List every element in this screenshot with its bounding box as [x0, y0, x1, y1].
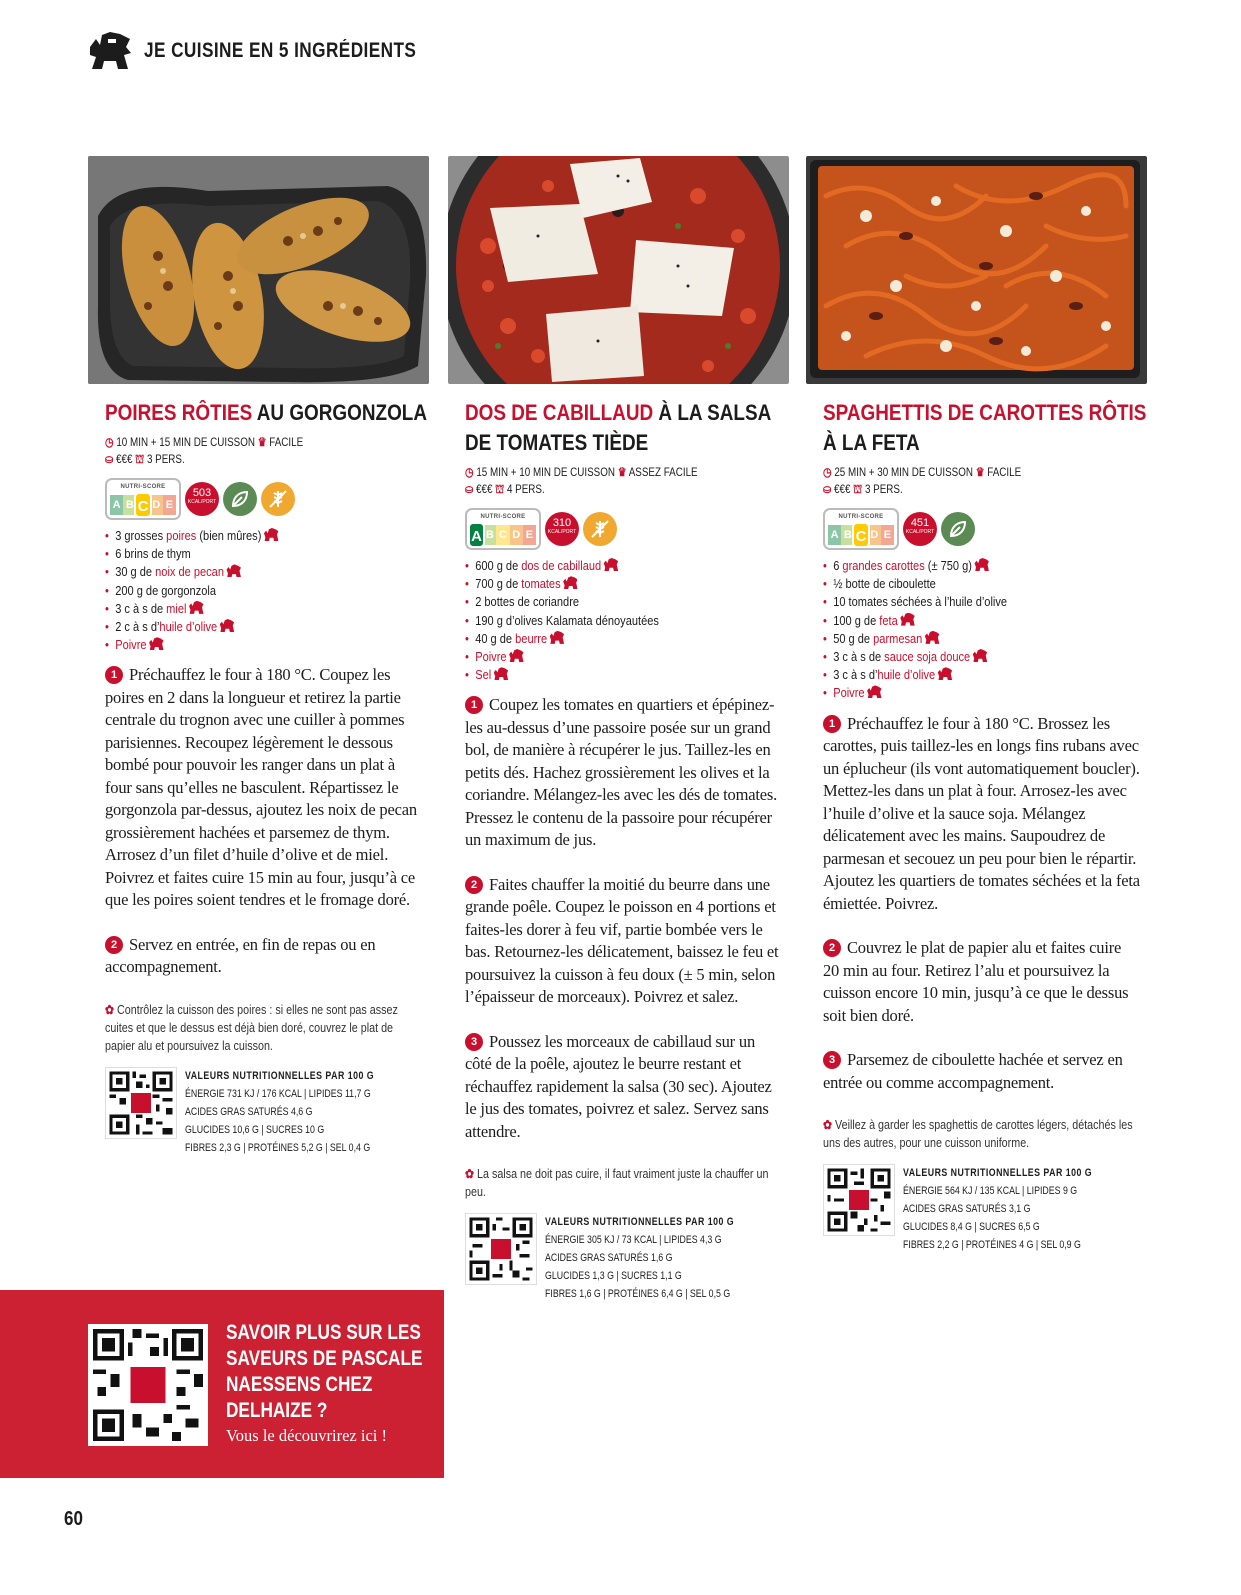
list-item: • 3 c à s de sauce soja douce	[823, 648, 1093, 666]
nutrition-block	[465, 1213, 783, 1303]
list-item: • Poivre	[823, 684, 1093, 702]
delhaize-lion-icon	[220, 619, 234, 632]
list-item: • 2 c à s d’huile d’olive	[105, 618, 375, 636]
clock-icon: ◷	[823, 465, 832, 479]
list-item: • 2 bottes de coriandre	[465, 593, 735, 611]
list-item: • 50 g de parmesan	[823, 630, 1093, 648]
recipe-title: DOS DE CABILLAUD À LA SALSA DE TOMATES TIÈDE	[465, 400, 771, 455]
basket-icon: ⛀	[105, 452, 114, 466]
recipe-badges	[105, 478, 423, 520]
gluten-free-icon	[583, 512, 617, 546]
page-number: 60	[64, 1508, 83, 1530]
person-icon: ⛫	[853, 482, 863, 496]
kcal-badge: 451 KCAL/PORT	[903, 512, 937, 546]
recipe-tip: ✿ La salsa ne doit pas cuire, il faut vraiment juste la chauffer un peu.	[465, 1167, 769, 1200]
nutrition-block	[105, 1067, 423, 1157]
recipe-title: SPAGHETTIS DE CAROTTES RÔTIS À LA FETA	[823, 400, 1147, 455]
recipe-column	[88, 156, 429, 1157]
list-item: • 6 grandes carottes (± 750 g)	[823, 557, 1093, 575]
ingredient-list	[465, 557, 783, 684]
nutrition-values: VALEURS NUTRITIONNELLES PAR 100 G ÉNERGIE 564 KJ / 135 KCAL | LIPIDES 9 G ACIDES GRAS SATURÉS 3,1 G GLUCIDES 8,4 G | SUCRES 6,5 G FIBRES 2,2 G | PROTÉINES 4 G | SEL 0,9 G	[903, 1167, 1093, 1252]
clock-icon: ◷	[105, 435, 114, 449]
promo-banner	[0, 1290, 444, 1478]
recipe-steps	[465, 694, 783, 1143]
delhaize-lion-icon	[973, 649, 987, 662]
list-item: • Poivre	[105, 636, 375, 654]
nutriscore-badge: NUTRI-SCORE A B C D E	[105, 478, 181, 520]
recipe-photo	[88, 156, 429, 384]
qr-code[interactable]	[88, 1324, 208, 1446]
person-icon: ⛫	[135, 452, 145, 466]
tip-icon: ✿	[465, 1167, 475, 1182]
chef-hat-icon: ♛	[975, 465, 985, 479]
delhaize-lion-icon	[900, 613, 914, 626]
recipe-tip: ✿ Contrôlez la cuisson des poires : si elles ne sont pas assez cuites et que le dessus est déjà bien doré, couvrez le plat de papier alu et poursuivez la cuisson.	[105, 1002, 398, 1053]
recipe-title: POIRES RÔTIES AU GORGONZOLA	[105, 400, 428, 425]
recipe-steps	[823, 713, 1141, 1095]
recipe-step: 1 Préchauffez le four à 180 °C. Coupez les poires en 2 dans la longueur et retirez la partie centrale du trognon avec une cuiller à pommes parisiennes. Recoupez légèrement le dessous bombé pour pouvoir les ranger dans un plat à four sans qu’elles ne basculent. Répartissez le gorgonzola par-dessus, ajoutez les noix de pecan grossièrement hachées et parsemez de thym. Arrosez d’un filet d’huile d’olive et de miel. Poivrez et faites cuire 15 min au four, jusqu’à ce que les poires soient tendres et le fromage doré.	[105, 665, 417, 910]
delhaize-lion-icon	[509, 649, 523, 662]
recipe-step: 1 Coupez les tomates en quartiers et épépinez-les au-dessus d’une passoire posée sur un grand bol, de manière à récupérer le jus. Taillez-les en petits dés. Hachez grossièrement les olives et la coriandre. Mélangez-les avec les dés de tomates. Pressez le contenu de la passoire pour récupérer un maximum de jus.	[465, 695, 778, 850]
recipe-step: 2 Servez en entrée, en fin de repas ou en accompagnement.	[105, 934, 376, 977]
kcal-badge: 310 KCAL/PORT	[545, 512, 579, 546]
list-item: • ½ botte de ciboulette	[823, 575, 1093, 593]
recipe-column	[806, 156, 1147, 1254]
delhaize-lion-icon	[227, 564, 241, 577]
nutriscore-badge: NUTRI-SCORE A B C D E	[465, 508, 541, 550]
tip-icon: ✿	[823, 1118, 833, 1133]
qr-code[interactable]	[823, 1164, 895, 1236]
list-item: • 600 g de dos de cabillaud	[465, 557, 735, 575]
delhaize-lion-icon	[550, 631, 564, 644]
recipe-step: 1 Préchauffez le four à 180 °C. Brossez les carottes, puis taillez-les en longs fins rubans avec un éplucheur (ils vont automatiquement boucler). Mettez-les dans un plat à four. Arrosez-les avec l’huile d’olive et la sauce soja. Mélangez délicatement avec les mains. Saupoudrez de parmesan et secouez un peu pour bien le répartir. Ajoutez les quartiers de tomates séchées et la feta émiettée. Poivrez.	[823, 713, 1140, 913]
list-item: • 3 grosses poires (bien mûres)	[105, 527, 375, 545]
list-item: • 30 g de noix de pecan	[105, 563, 375, 581]
recipe-meta: ◷ 10 MIN + 15 MIN DE CUISSON ♛ FACILE ⛀ €€€ ⛫ 3 PERS.	[105, 435, 304, 466]
recipe-photo	[806, 156, 1147, 384]
list-item: • 40 g de beurre	[465, 630, 735, 648]
list-item: • Poivre	[465, 648, 735, 666]
list-item: • 3 c à s de miel	[105, 600, 375, 618]
chef-hat-icon: ♛	[617, 465, 627, 479]
delhaize-lion-icon	[925, 631, 939, 644]
promo-subtitle: Vous le découvrirez ici !	[226, 1426, 387, 1445]
recipe-badges	[465, 508, 783, 550]
list-item: • 100 g de feta	[823, 612, 1093, 630]
recipe-step: 2 Faites chauffer la moitié du beurre dans une grande poêle. Coupez le poisson en 4 portions et faites-les dorer à feu vif, partie bombée vers le bas. Retournez-les délicatement, baissez le feu et poursuivez la cuisson à feu doux (± 5 min, selon l’épaisseur de morceaux). Poivrez et salez.	[465, 874, 779, 1007]
page-header	[88, 30, 476, 72]
list-item: • 200 g de gorgonzola	[105, 582, 375, 600]
recipe-step: 2 Couvrez le plat de papier alu et faites cuire 20 min au four. Retirez l’alu et poursuivez la cuisson encore 10 min, jusqu’à ce que le dessus soit bien doré.	[823, 938, 1129, 1025]
clock-icon: ◷	[465, 465, 474, 479]
basket-icon: ⛀	[465, 482, 474, 496]
recipe-meta: ◷ 25 MIN + 30 MIN DE CUISSON ♛ FACILE ⛀ €€€ ⛫ 3 PERS.	[823, 465, 1022, 496]
delhaize-lion-icon	[88, 31, 132, 71]
delhaize-lion-icon	[563, 576, 577, 589]
recipe-photo	[448, 156, 789, 384]
delhaize-lion-icon	[604, 558, 618, 571]
recipe-meta: ◷ 15 MIN + 10 MIN DE CUISSON ♛ ASSEZ FACILE ⛀ €€€ ⛫ 4 PERS.	[465, 465, 698, 496]
kcal-badge: 503 KCAL/PORT	[185, 482, 219, 516]
basket-icon: ⛀	[823, 482, 832, 496]
list-item: • 700 g de tomates	[465, 575, 735, 593]
list-item: • 3 c à s d’huile d’olive	[823, 666, 1093, 684]
promo-title: SAVOIR PLUS SUR LES SAVEURS DE PASCALE NAESSENS CHEZ DELHAIZE ?	[226, 1321, 423, 1422]
delhaize-lion-icon	[189, 601, 203, 614]
recipe-tip: ✿ Veillez à garder les spaghettis de carottes légers, détachés les uns des autres, pour une cuisson uniforme.	[823, 1118, 1133, 1151]
delhaize-lion-icon	[938, 667, 952, 680]
delhaize-lion-icon	[975, 558, 989, 571]
vegetarian-icon	[223, 482, 257, 516]
vegetarian-icon	[941, 512, 975, 546]
qr-code[interactable]	[105, 1067, 177, 1139]
nutrition-values: VALEURS NUTRITIONNELLES PAR 100 G ÉNERGIE 731 KJ / 176 KCAL | LIPIDES 11,7 G ACIDES GRAS SATURÉS 4,6 G GLUCIDES 10,6 G | SUCRES 10 G FIBRES 2,3 G | PROTÉINES 5,2 G | SEL 0,4 G	[185, 1069, 375, 1154]
recipe-step: 3 Parsemez de ciboulette hachée et servez en entrée ou comme accompagnement.	[823, 1050, 1123, 1092]
nutriscore-badge: NUTRI-SCORE A B C D E	[823, 508, 899, 550]
qr-code[interactable]	[465, 1213, 537, 1285]
person-icon: ⛫	[495, 482, 505, 496]
list-item: • Sel	[465, 666, 735, 684]
list-item: • 190 g d’olives Kalamata dénoyautées	[465, 612, 735, 630]
ingredient-list	[105, 527, 423, 654]
gluten-free-icon	[261, 482, 295, 516]
list-item: • 10 tomates séchées à l’huile d’olive	[823, 593, 1093, 611]
nutrition-values: VALEURS NUTRITIONNELLES PAR 100 G ÉNERGIE 305 KJ / 73 KCAL | LIPIDES 4,3 G ACIDES GRAS SATURÉS 1,6 G GLUCIDES 1,3 G | SUCRES 1,1 G FIBRES 1,6 G | PROTÉINES 6,4 G | SEL 0,5 G	[545, 1216, 735, 1301]
ingredient-list	[823, 557, 1141, 703]
delhaize-lion-icon	[264, 528, 278, 541]
header-title: JE CUISINE EN 5 INGRÉDIENTS	[144, 39, 417, 62]
tip-icon: ✿	[105, 1002, 115, 1017]
nutrition-block	[823, 1164, 1141, 1254]
recipe-column	[448, 156, 789, 1303]
delhaize-lion-icon	[867, 685, 881, 698]
recipe-steps	[105, 664, 423, 979]
recipe-step: 3 Poussez les morceaux de cabillaud sur un côté de la poêle, ajoutez le beurre restant et réchauffez rapidement la salsa (30 sec). Ajoutez le jus des tomates, poivrez et salez. Servez sans attendre.	[465, 1031, 772, 1141]
chef-hat-icon: ♛	[257, 435, 267, 449]
list-item: • 6 brins de thym	[105, 545, 375, 563]
recipe-badges	[823, 508, 1141, 550]
delhaize-lion-icon	[149, 637, 163, 650]
delhaize-lion-icon	[494, 667, 508, 680]
